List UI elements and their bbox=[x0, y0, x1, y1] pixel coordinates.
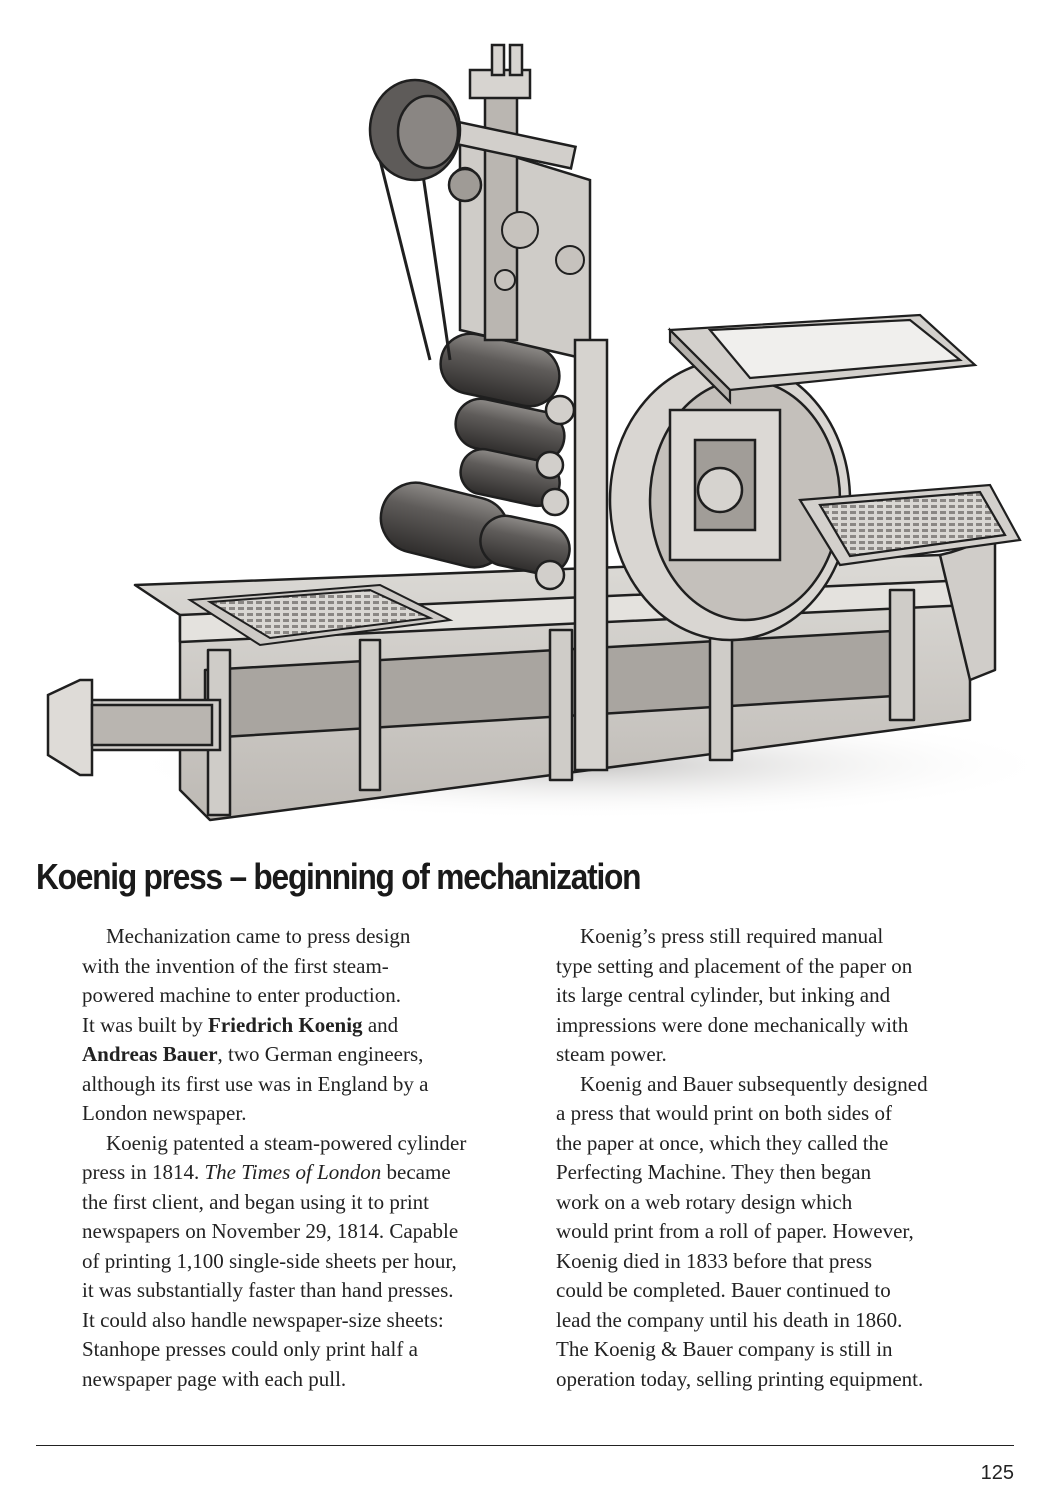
text-line: The Koenig & Bauer company is still in bbox=[556, 1337, 893, 1361]
text-line: powered machine to enter production. bbox=[82, 983, 401, 1007]
koenig-press-illustration bbox=[30, 30, 1030, 850]
text-run: became bbox=[381, 1160, 451, 1184]
paper-feed-board bbox=[670, 315, 975, 402]
text-line: Stanhope presses could only print half a bbox=[82, 1337, 418, 1361]
person-name-koenig: Friedrich Koenig bbox=[208, 1012, 363, 1037]
text-run: , two German engineers, bbox=[217, 1042, 424, 1066]
ink-rollers bbox=[373, 328, 574, 589]
text-column-right bbox=[556, 922, 976, 1394]
text-line: newspaper page with each pull. bbox=[82, 1366, 347, 1391]
text-line: It could also handle newspaper-size sheets: bbox=[82, 1307, 444, 1332]
paragraph bbox=[82, 1129, 502, 1395]
text-line: operation today, selling printing equipment. bbox=[556, 1366, 924, 1391]
text-line bbox=[82, 1158, 502, 1188]
text-line: the first client, and began using it to print bbox=[82, 1189, 430, 1214]
text-line: newspapers on November 29, 1814. Capable bbox=[82, 1219, 459, 1243]
text-line bbox=[82, 1011, 502, 1041]
text-line: with the invention of the first steam- bbox=[82, 953, 389, 978]
text-line: Koenig died in 1833 before that press bbox=[556, 1248, 873, 1273]
text-line bbox=[82, 1040, 502, 1070]
text-line: the paper at once, which they called the bbox=[556, 1130, 889, 1155]
text-line: its large central cylinder, but inking and bbox=[556, 983, 891, 1007]
text-line: Perfecting Machine. They then began bbox=[556, 1160, 872, 1184]
person-name-bauer: Andreas Bauer bbox=[82, 1042, 218, 1066]
text-line: Koenig’s press still required manual bbox=[580, 924, 884, 948]
paragraph bbox=[556, 1070, 976, 1395]
text-line: would print from a roll of paper. However, bbox=[556, 1219, 914, 1243]
text-line: Koenig patented a steam-powered cylinder bbox=[106, 1130, 467, 1155]
paragraph bbox=[556, 922, 976, 1070]
footer-divider bbox=[36, 1445, 1014, 1446]
text-line: London newspaper. bbox=[82, 1101, 247, 1125]
page-number: 125 bbox=[980, 1462, 1014, 1484]
text-run: press in 1814. bbox=[82, 1160, 205, 1184]
text-line: steam power. bbox=[556, 1042, 667, 1066]
text-line: type setting and placement of the paper on bbox=[556, 953, 913, 978]
text-line: it was substantially faster than hand presses. bbox=[82, 1278, 454, 1302]
page-title: Koenig press – beginning of mechanization bbox=[36, 856, 641, 897]
text-line: could be completed. Bauer continued to bbox=[556, 1278, 891, 1302]
text-line: impressions were done mechanically with bbox=[556, 1012, 909, 1037]
text-run: It was built by bbox=[82, 1012, 208, 1037]
paragraph bbox=[82, 922, 502, 1129]
text-line: work on a web rotary design which bbox=[556, 1189, 853, 1214]
text-run: and bbox=[362, 1012, 399, 1037]
text-line: Koenig and Bauer subsequently designed bbox=[580, 1071, 928, 1096]
text-line: a press that would print on both sides of bbox=[556, 1101, 892, 1125]
text-line: of printing 1,100 single-side sheets per hour, bbox=[82, 1248, 457, 1273]
text-column-left bbox=[82, 922, 502, 1394]
text-line: Mechanization came to press design bbox=[106, 924, 411, 948]
text-line: although its first use was in England by a bbox=[82, 1071, 429, 1096]
text-line: lead the company until his death in 1860. bbox=[556, 1307, 903, 1332]
publication-title: The Times of London bbox=[204, 1160, 382, 1184]
